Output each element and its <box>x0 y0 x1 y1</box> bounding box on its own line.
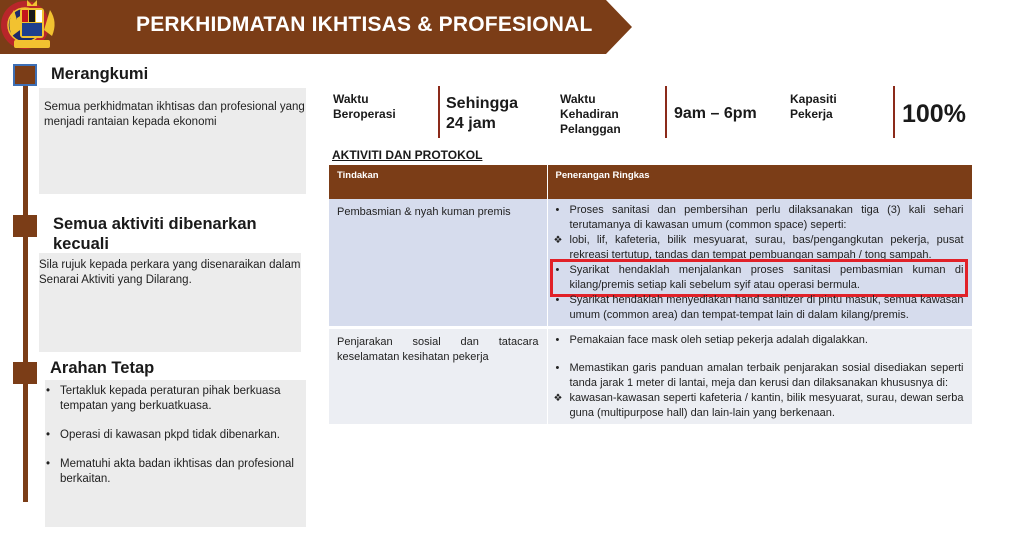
column-header-description: Penerangan Ringkas <box>547 165 972 199</box>
highlighted-item: • Syarikat hendaklah menjalankan proses sanitasi pembasmian kuman di kilang/premis setiap kali sebelum syif atau operasi bermula. <box>554 263 964 293</box>
list-item: ❖ kawasan-kawasan seperti kafeteria / kantin, bilik mesyuarat, surau, dewan serba guna (multipurpose hall) dan lain-lain yang berkenaan. <box>554 391 964 421</box>
action-cell: Pembasmian & nyah kuman premis <box>329 199 547 328</box>
description-cell <box>547 328 972 426</box>
operating-hours-value: Sehingga 24 jam <box>446 95 519 132</box>
coat-of-arms-logo <box>0 0 64 52</box>
operating-hours-label: Waktu Beroperasi <box>333 92 396 121</box>
table-row <box>329 199 972 328</box>
standing-list <box>44 384 306 501</box>
summary-title: Merangkumi <box>51 65 149 83</box>
attendance-value: 9am – 6pm <box>674 105 757 122</box>
separator <box>438 86 440 138</box>
column-header-action: Tindakan <box>329 165 547 199</box>
list-item: • Tertakluk kepada peraturan pihak berkuasa tempatan yang berkuatkuasa. <box>44 384 306 414</box>
attendance-label: Waktu Kehadiran Pelanggan <box>560 92 621 136</box>
list-item: • Memastikan garis panduan amalan terbaik penjarakan sosial disediakan seperti tanda jarak 1 meter di lantai, meja dan kerusi dan dilaksanakan khususnya di: <box>554 361 964 391</box>
timeline-marker-exceptions <box>13 215 37 237</box>
exceptions-body: Sila rujuk kepada perkara yang disenaraikan dalam Senarai Aktiviti yang Dilarang. <box>39 259 301 286</box>
timeline-marker-summary <box>13 64 37 86</box>
standing-title: Arahan Tetap <box>50 359 155 377</box>
timeline-line <box>23 76 28 502</box>
capacity-value: 100% <box>902 100 966 128</box>
page-title: PERKHIDMATAN IKHTISAS & PROFESIONAL <box>136 13 593 36</box>
summary-body: Semua perkhidmatan ikhtisas dan profesional yang menjadi rantaian kepada ekonomi <box>44 101 305 128</box>
list-item: • Proses sanitasi dan pembersihan perlu dilaksanakan tiga (3) kali sehari terutamanya di kawasan umum (common space) seperti: <box>554 203 964 233</box>
list-item: • Syarikat hendaklah menyediakan hand sanitizer di pintu masuk, semua kawasan umum (common area) dan tempat-tempat lain di dalam kilang/premis. <box>554 293 964 323</box>
list-item: • Mematuhi akta badan ikhtisas dan profesional berkaitan. <box>44 457 306 487</box>
list-item: ❖ lobi, lif, kafeteria, bilik mesyuarat, surau, bas/pengangkutan pekerja, pusat rekreasi tertutup, tandas dan tempat pembuangan sampah / tong sampah. <box>554 233 964 263</box>
table-row <box>329 328 972 426</box>
activities-heading: AKTIVITI DAN PROTOKOL <box>332 148 483 162</box>
description-cell <box>547 199 972 328</box>
separator <box>893 86 895 138</box>
activities-table <box>329 165 973 427</box>
action-cell: Penjarakan sosial dan tatacara keselamatan kesihatan pekerja <box>329 328 547 426</box>
list-item: • Operasi di kawasan pkpd tidak dibenarkan. <box>44 428 306 443</box>
exceptions-title: Semua aktiviti dibenarkan kecuali <box>53 215 257 253</box>
separator <box>665 86 667 138</box>
list-item: • Pemakaian face mask oleh setiap pekerja adalah digalakkan. <box>554 333 964 348</box>
header-banner <box>0 0 632 54</box>
timeline-marker-standing <box>13 362 37 384</box>
capacity-label: Kapasiti Pekerja <box>790 92 837 121</box>
